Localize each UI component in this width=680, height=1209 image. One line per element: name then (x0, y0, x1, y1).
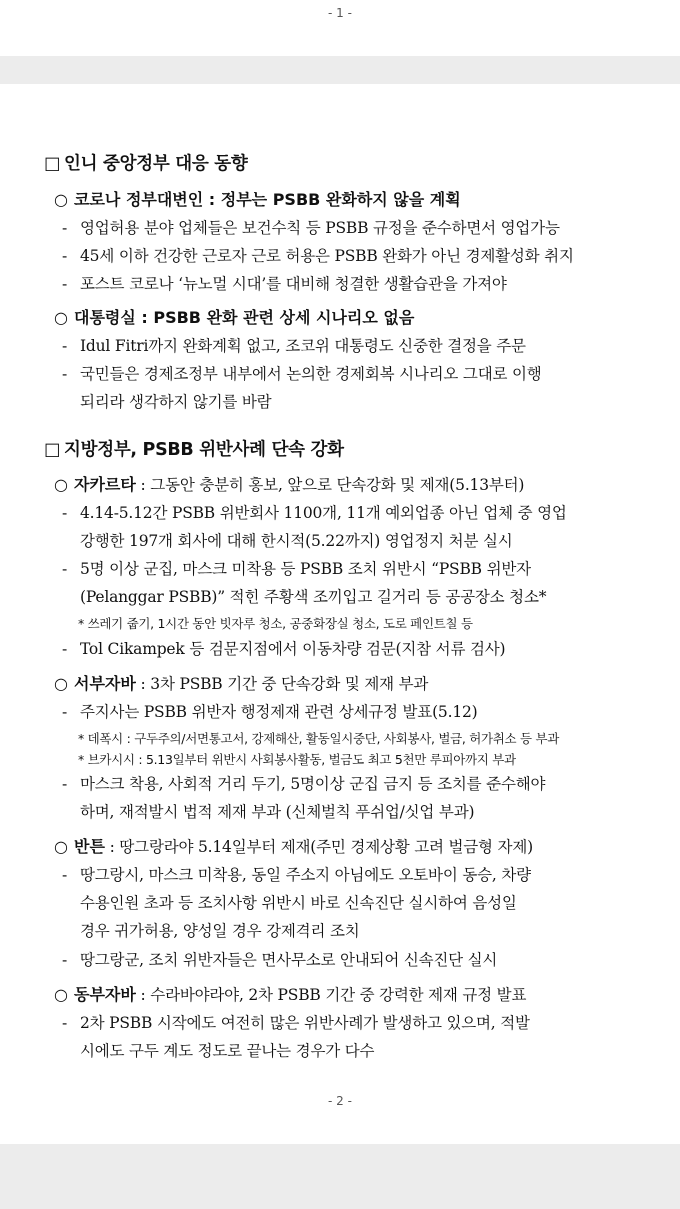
page-number: - 2 - (328, 1094, 352, 1108)
section-heading (44, 154, 247, 174)
list-item: - 포스트 코로나 ‘뉴노멀 시대’를 대비해 청결한 생활습관을 가져야 (62, 275, 507, 293)
region-name: 서부자바 (74, 674, 136, 693)
list-item: - Idul Fitri까지 완화계획 없고, 조코위 대통령도 신중한 결정을 주문 (62, 337, 526, 355)
list-item: - 땅그랑군, 조치 위반자들은 면사무소로 안내되어 신속진단 실시 (62, 951, 498, 969)
list-item: - 5명 이상 군집, 마스크 미착용 등 PSBB 조치 위반시 “PSBB 위반자 (62, 560, 531, 578)
list-item-continued: 강행한 197개 회사에 대해 한시적(5.22까지) 영업정지 처분 실시 (80, 532, 513, 550)
region-name: 반튼 (74, 837, 105, 856)
footnote: * 브카시시 : 5.13일부터 위반시 사회봉사활동, 벌금도 최고 5천만 루피아까지 부과 (78, 752, 516, 767)
list-item-continued: 하며, 재적발시 법적 제재 부과 (신체벌칙 푸쉬업/싯업 부과) (80, 803, 475, 821)
list-item: - 땅그랑시, 마스크 미착용, 동일 주소지 아님에도 오토바이 동승, 차량 (62, 866, 531, 884)
footnote: * 쓰레기 줍기, 1시간 동안 빗자루 청소, 공중화장실 청소, 도로 페인트칠 등 (78, 616, 473, 631)
item-heading: ○ 동부자바 : 수라바야라야, 2차 PSBB 기간 중 강력한 제재 규정 발표 (54, 985, 527, 1004)
page-1 (0, 0, 680, 56)
page-2 (0, 84, 680, 1144)
list-item-continued: 시에도 구두 계도 정도로 끝나는 경우가 다수 (80, 1042, 375, 1060)
page-number: - 1 - (328, 6, 352, 20)
list-item-continued: 수용인원 초과 등 조치사항 위반시 바로 신속진단 실시하여 음성일 (80, 894, 517, 912)
item-heading: ○ 자카르타 : 그동안 충분히 홍보, 앞으로 단속강화 및 제재(5.13부터) (54, 475, 525, 494)
list-item-continued: (Pelanggar PSBB)” 적힌 주황색 조끼입고 길거리 등 공공장소 청소* (80, 588, 547, 606)
list-item: - Tol Cikampek 등 검문지점에서 이동차량 검문(지참 서류 검사) (62, 640, 506, 658)
list-item: - 4.14-5.12간 PSBB 위반회사 1100개, 11개 예외업종 아닌 업체 중 영업 (62, 504, 567, 522)
region-name: 자카르타 (74, 475, 136, 494)
list-item: - 2차 PSBB 시작에도 여전히 많은 위반사례가 발생하고 있으며, 적발 (62, 1014, 530, 1032)
item-heading: ○ 반튼 : 땅그랑라야 5.14일부터 제재(주민 경제상황 고려 벌금형 자제) (54, 837, 533, 856)
list-item-continued: 경우 귀가허용, 양성일 경우 강제격리 조치 (80, 922, 360, 940)
footnote: * 데폭시 : 구두주의/서면통고서, 강제해산, 활동일시중단, 사회봉사, 벌금, 허가취소 등 부과 (78, 731, 560, 746)
list-item-continued: 되리라 생각하지 않기를 바람 (80, 393, 272, 411)
item-heading: ○ 서부자바 : 3차 PSBB 기간 중 단속강화 및 제재 부과 (54, 674, 429, 693)
section-marker: □ (44, 154, 61, 174)
section-title: 인니 중앙정부 대응 동향 (64, 154, 248, 174)
list-item: - 국민들은 경제조정부 내부에서 논의한 경제회복 시나리오 그대로 이행 (62, 365, 542, 383)
list-item: - 45세 이하 건강한 근로자 근로 허용은 PSBB 완화가 아닌 경제활성화 취지 (62, 247, 574, 265)
item-heading: ○ 코로나 정부대변인 : 정부는 PSBB 완화하지 않을 계획 (54, 190, 461, 209)
list-item: - 영업허용 분야 업체들은 보건수칙 등 PSBB 규정을 준수하면서 영업가능 (62, 219, 560, 237)
section-heading: □ 지방정부, PSBB 위반사례 단속 강화 (44, 440, 344, 460)
list-item: - 마스크 착용, 사회적 거리 두기, 5명이상 군집 금지 등 조치를 준수해야 (62, 775, 546, 793)
region-name: 동부자바 (74, 985, 136, 1004)
item-heading: ○ 대통령실 : PSBB 완화 관련 상세 시나리오 없음 (54, 308, 415, 327)
item-title: 대통령실 : PSBB 완화 관련 상세 시나리오 없음 (74, 308, 415, 327)
list-item: - 주지사는 PSBB 위반자 행정제재 관련 상세규정 발표(5.12) (62, 703, 478, 721)
item-title: 코로나 정부대변인 : 정부는 PSBB 완화하지 않을 계획 (74, 190, 461, 209)
section-title: 지방정부, PSBB 위반사례 단속 강화 (64, 440, 344, 460)
